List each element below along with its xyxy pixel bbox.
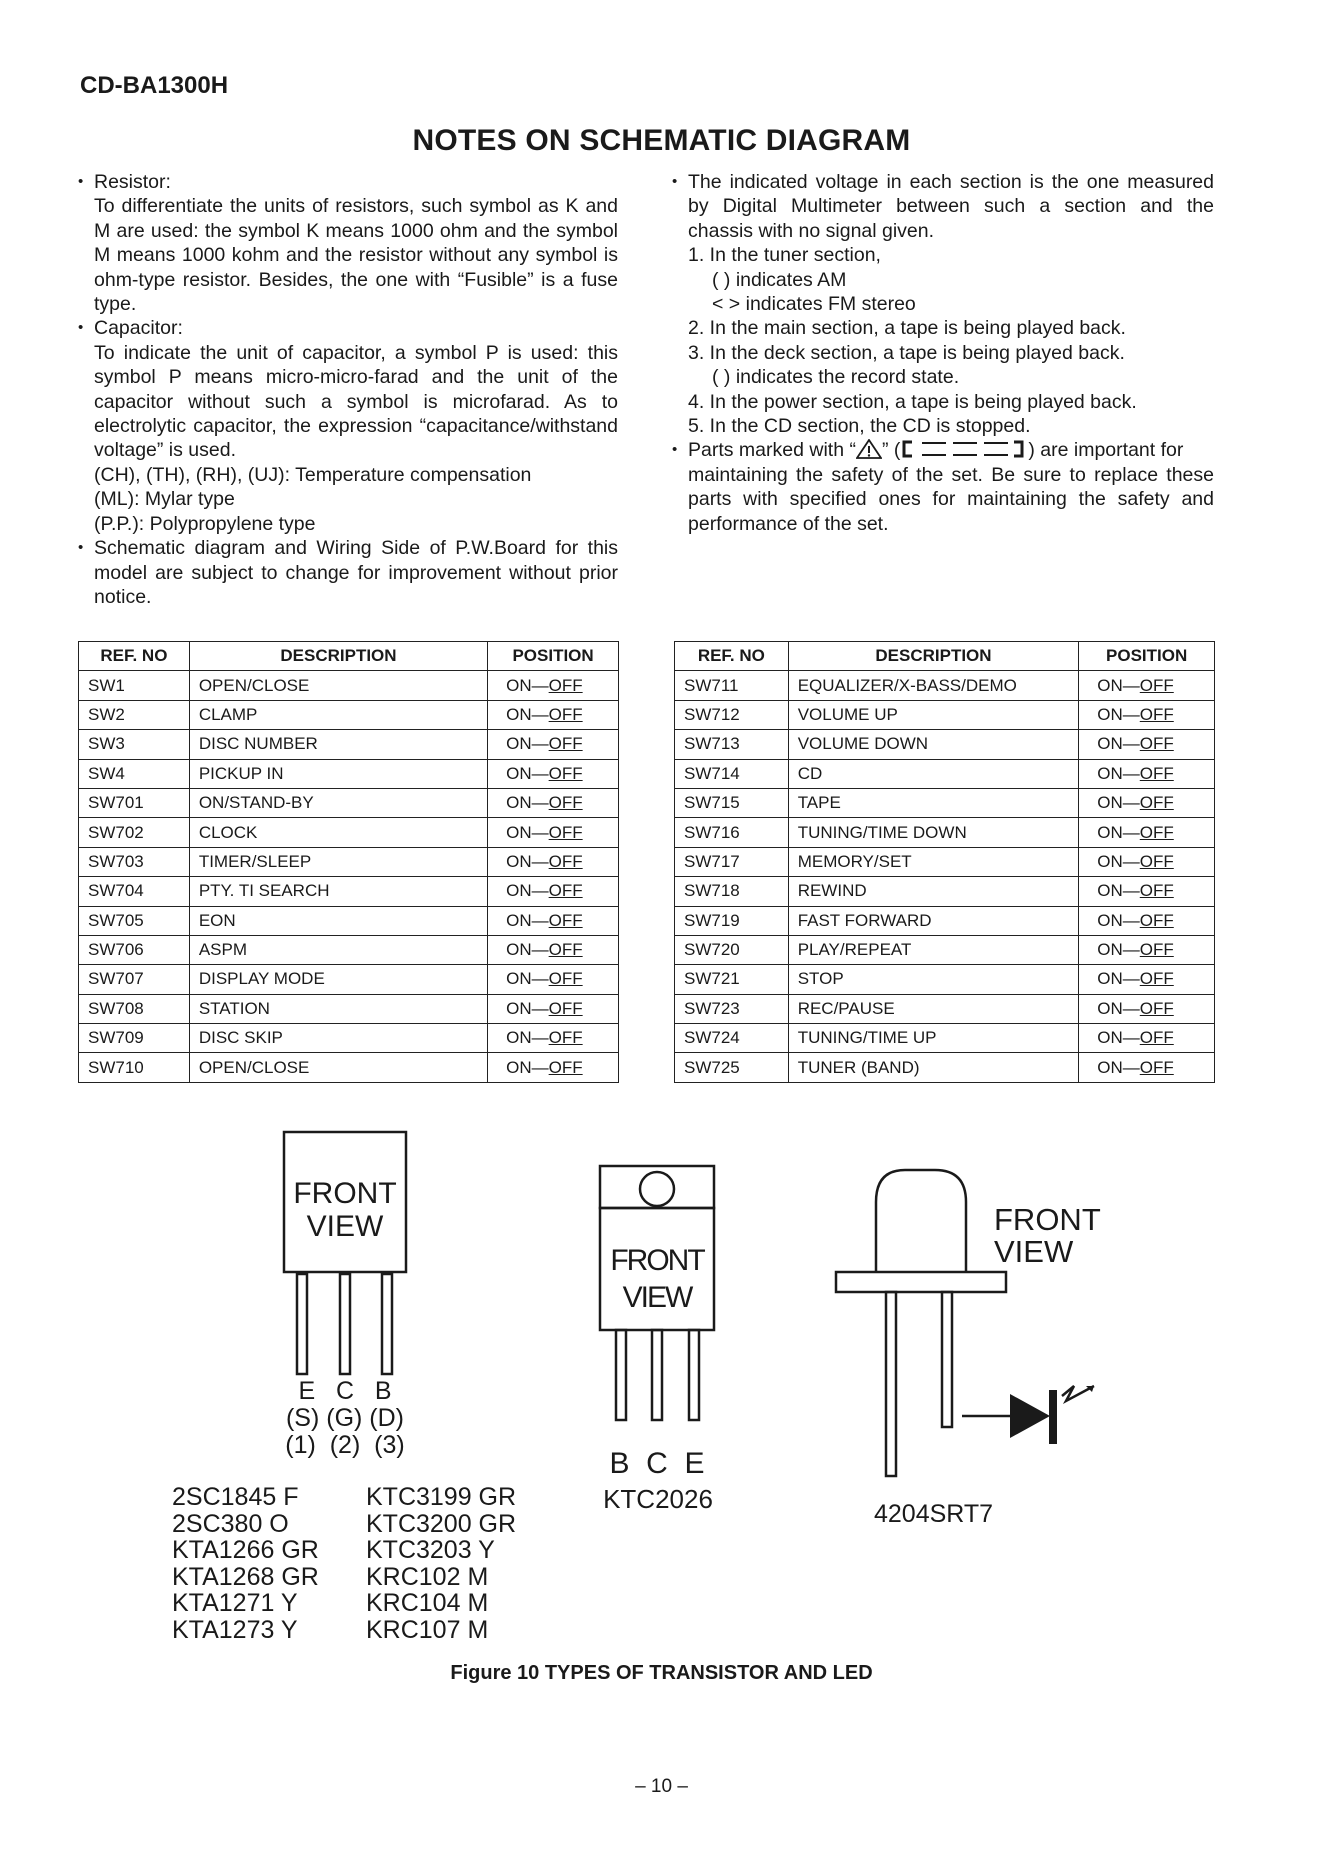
description-cell: EON (189, 906, 487, 935)
table-header-row (675, 642, 1215, 671)
table-row (79, 700, 619, 729)
position-on: ON— (1097, 704, 1140, 724)
ref-no-cell: SW703 (79, 847, 190, 876)
description-cell: PICKUP IN (189, 759, 487, 788)
position-off: OFF (1139, 704, 1174, 724)
table-row (79, 906, 619, 935)
left-notes (78, 170, 618, 609)
position-cell (488, 818, 619, 847)
position-off: OFF (1139, 734, 1174, 754)
position-off: OFF (548, 763, 583, 783)
ref-no-header: REF. NO (675, 642, 789, 671)
position-header: POSITION (488, 642, 619, 671)
position-off: OFF (548, 675, 583, 695)
t1-pin-labels-3: (1) (2) (3) (285, 1431, 405, 1459)
note-item-1b: < > indicates FM stereo (712, 293, 916, 316)
position-off: OFF (548, 881, 583, 901)
position-cell (488, 759, 619, 788)
position-off: OFF (1139, 998, 1174, 1018)
table-row (79, 965, 619, 994)
description-cell: ON/STAND-BY (189, 788, 487, 817)
table-row (675, 965, 1215, 994)
position-on: ON— (1097, 734, 1140, 754)
ref-no-cell: SW723 (675, 994, 789, 1023)
position-on: ON— (506, 1057, 549, 1077)
description-cell: STATION (189, 994, 487, 1023)
position-on: ON— (1097, 763, 1140, 783)
position-on: ON— (1097, 851, 1140, 871)
t1-pin-labels: E C B (298, 1377, 392, 1405)
resistor-heading: • Resistor: (78, 170, 618, 194)
front-view-label-1a: FRONT (293, 1177, 397, 1210)
position-off: OFF (1139, 1028, 1174, 1048)
part-number: 2SC380 O (172, 1509, 289, 1538)
position-on: ON— (1097, 940, 1140, 960)
position-cell (1079, 730, 1215, 759)
position-cell (1079, 1024, 1215, 1053)
ref-no-header: REF. NO (79, 642, 190, 671)
position-on: ON— (1097, 998, 1140, 1018)
position-off: OFF (548, 1057, 583, 1077)
position-cell (488, 1053, 619, 1082)
table-row (79, 671, 619, 700)
table-row (675, 759, 1215, 788)
position-off: OFF (1139, 1057, 1174, 1077)
position-cell (1079, 700, 1215, 729)
position-on: ON— (506, 851, 549, 871)
table-row (79, 935, 619, 964)
position-cell (1079, 759, 1215, 788)
table-row (675, 906, 1215, 935)
position-cell (1079, 965, 1215, 994)
safety-note-post: ) are important for (1028, 439, 1184, 462)
description-cell: DISPLAY MODE (189, 965, 487, 994)
position-cell (488, 965, 619, 994)
position-off: OFF (548, 1028, 583, 1048)
t1-pin-labels-2: (S) (G) (D) (285, 1404, 405, 1432)
position-on: ON— (1097, 881, 1140, 901)
capacitor-type-3: (P.P.): Polypropylene type (94, 512, 316, 535)
position-off: OFF (1139, 793, 1174, 813)
position-on: ON— (506, 822, 549, 842)
part-number: KTA1268 GR (172, 1562, 319, 1591)
position-cell (1079, 877, 1215, 906)
position-off: OFF (548, 851, 583, 871)
description-cell: ASPM (189, 935, 487, 964)
table-row (79, 730, 619, 759)
position-on: ON— (506, 793, 549, 813)
position-cell (1079, 671, 1215, 700)
description-cell: DISC NUMBER (189, 730, 487, 759)
position-on: ON— (506, 998, 549, 1018)
front-view-label-3a: FRONT (994, 1202, 1101, 1237)
t2-part-name: KTC2026 (603, 1484, 713, 1514)
position-on: ON— (506, 940, 549, 960)
schematic-note: • Schematic diagram and Wiring Side of P.W.Board for this model are subject to change for improvement without prior notice. (78, 536, 618, 609)
ref-no-cell: SW3 (79, 730, 190, 759)
description-cell: CD (788, 759, 1079, 788)
table-row (675, 730, 1215, 759)
led-drawing (836, 1170, 1010, 1476)
capacitor-type-1: (CH), (TH), (RH), (UJ): Temperature compensation (94, 463, 532, 486)
ref-no-cell: SW1 (79, 671, 190, 700)
safety-note-mid: ” ( (881, 439, 901, 462)
ref-no-cell: SW725 (675, 1053, 789, 1082)
description-cell: VOLUME DOWN (788, 730, 1079, 759)
description-cell: REWIND (788, 877, 1079, 906)
table-row (79, 1053, 619, 1082)
safety-bracket-icon (900, 439, 1028, 459)
part-number: KRC104 M (366, 1589, 489, 1617)
description-cell: CLOCK (189, 818, 487, 847)
position-off: OFF (1139, 881, 1174, 901)
position-on: ON— (1097, 1028, 1140, 1048)
table-row (79, 1024, 619, 1053)
position-cell (488, 906, 619, 935)
position-off: OFF (1139, 851, 1174, 871)
table-row (675, 700, 1215, 729)
part-number: KRC107 M (366, 1615, 489, 1644)
safety-note-rest: maintaining the safety of the set. Be sure to replace these parts with specified ones for maintaining the safety and performance of the set. (688, 463, 1214, 535)
ref-no-cell: SW714 (675, 759, 789, 788)
position-off: OFF (548, 910, 583, 930)
position-on: ON— (506, 704, 549, 724)
position-off: OFF (548, 822, 583, 842)
ref-no-cell: SW707 (79, 965, 190, 994)
ref-no-cell: SW715 (675, 788, 789, 817)
position-cell (1079, 935, 1215, 964)
capacitor-heading: • Capacitor: (78, 316, 618, 340)
capacitor-text: To indicate the unit of capacitor, a symbol P is used: this symbol P means micro-micro-farad and the unit of the capacitor without such a symbol is microfarad. As to electrolytic capacitor, the expression “capacitance/withstand voltage” is used. (94, 341, 618, 462)
table-row (79, 877, 619, 906)
position-cell (488, 994, 619, 1023)
note-item-4: 4. In the power section, a tape is being played back. (688, 390, 1137, 413)
ref-no-cell: SW709 (79, 1024, 190, 1053)
transistor-parts-list-1 (172, 1484, 319, 1643)
position-off: OFF (1139, 910, 1174, 930)
transistor-led-figure (0, 1100, 1323, 1540)
capacitor-type-2: (ML): Mylar type (94, 488, 235, 511)
note-item-1a: ( ) indicates AM (712, 268, 847, 291)
description-cell: TUNING/TIME DOWN (788, 818, 1079, 847)
description-cell: TUNER (BAND) (788, 1053, 1079, 1082)
position-cell (488, 847, 619, 876)
position-cell (1079, 847, 1215, 876)
position-cell (488, 788, 619, 817)
ref-no-cell: SW701 (79, 788, 190, 817)
description-cell: PTY. TI SEARCH (189, 877, 487, 906)
led-symbol-icon (1010, 1386, 1094, 1444)
part-number: KTA1273 Y (172, 1615, 298, 1644)
position-cell (488, 671, 619, 700)
position-cell (1079, 818, 1215, 847)
ref-no-cell: SW711 (675, 671, 789, 700)
position-header: POSITION (1079, 642, 1215, 671)
ref-no-cell: SW710 (79, 1053, 190, 1082)
table-row (79, 847, 619, 876)
description-cell: MEMORY/SET (788, 847, 1079, 876)
position-off: OFF (548, 940, 583, 960)
ref-no-cell: SW716 (675, 818, 789, 847)
ref-no-cell: SW704 (79, 877, 190, 906)
note-item-1: 1. In the tuner section, (688, 244, 881, 267)
position-on: ON— (1097, 910, 1140, 930)
table-row (675, 1024, 1215, 1053)
position-off: OFF (548, 793, 583, 813)
table-row (675, 788, 1215, 817)
part-number: KTC3199 GR (366, 1483, 517, 1511)
table-row (79, 759, 619, 788)
position-on: ON— (1097, 822, 1140, 842)
table-row (675, 994, 1215, 1023)
table-row (79, 818, 619, 847)
table-row (675, 1053, 1215, 1082)
position-cell (488, 877, 619, 906)
position-on: ON— (506, 910, 549, 930)
note-item-2: 2. In the main section, a tape is being played back. (688, 317, 1126, 340)
position-on: ON— (506, 1028, 549, 1048)
front-view-label-1b: VIEW (306, 1210, 384, 1243)
position-off: OFF (1139, 940, 1174, 960)
table-row (79, 788, 619, 817)
voltage-note: • The indicated voltage in each section is the one measured by Digital Multimeter between such a section and the chassis with no signal given. (672, 170, 1214, 243)
switch-table-right (674, 641, 1215, 1083)
ref-no-cell: SW718 (675, 877, 789, 906)
resistor-text: To differentiate the units of resistors, such symbol as K and M are used: the symbol K means 1000 ohm and the symbol M means 1000 kohm and the resistor without any symbol is ohm-type resistor. Besides, the one with “Fusible” is a fuse type. (94, 195, 618, 316)
front-view-label-3b: VIEW (994, 1234, 1074, 1269)
position-off: OFF (548, 998, 583, 1018)
ref-no-cell: SW706 (79, 935, 190, 964)
ref-no-cell: SW719 (675, 906, 789, 935)
transistor-to92l-drawing (284, 1132, 406, 1374)
description-cell: CLAMP (189, 700, 487, 729)
table-row (79, 994, 619, 1023)
t2-pin-labels: B C E (609, 1447, 705, 1480)
safety-note-pre: Parts marked with “ (688, 439, 856, 462)
ref-no-cell: SW721 (675, 965, 789, 994)
description-header: DESCRIPTION (189, 642, 487, 671)
description-cell: TAPE (788, 788, 1079, 817)
position-on: ON— (1097, 969, 1140, 989)
part-number: KRC102 M (366, 1562, 489, 1591)
description-cell: STOP (788, 965, 1079, 994)
description-cell: TIMER/SLEEP (189, 847, 487, 876)
position-off: OFF (548, 969, 583, 989)
position-off: OFF (548, 734, 583, 754)
position-off: OFF (1139, 675, 1174, 695)
ref-no-cell: SW720 (675, 935, 789, 964)
ref-no-cell: SW2 (79, 700, 190, 729)
ref-no-cell: SW4 (79, 759, 190, 788)
ref-no-cell: SW712 (675, 700, 789, 729)
ref-no-cell: SW724 (675, 1024, 789, 1053)
position-cell (488, 1024, 619, 1053)
description-cell: OPEN/CLOSE (189, 671, 487, 700)
position-on: ON— (1097, 793, 1140, 813)
part-number: KTC3203 Y (366, 1536, 495, 1564)
part-number: KTC3200 GR (366, 1509, 517, 1538)
ref-no-cell: SW713 (675, 730, 789, 759)
table-row (675, 671, 1215, 700)
transistor-parts-list-2 (366, 1484, 516, 1643)
description-header: DESCRIPTION (788, 642, 1079, 671)
position-on: ON— (1097, 675, 1140, 695)
note-item-3: 3. In the deck section, a tape is being played back. (688, 341, 1125, 364)
safety-note (672, 438, 1214, 536)
position-cell (1079, 906, 1215, 935)
position-on: ON— (1097, 1057, 1140, 1077)
table-row (675, 818, 1215, 847)
led-part-name: 4204SRT7 (874, 1500, 994, 1528)
table-row (675, 877, 1215, 906)
position-cell (1079, 994, 1215, 1023)
position-off: OFF (1139, 969, 1174, 989)
note-item-3a: ( ) indicates the record state. (712, 366, 960, 389)
position-off: OFF (1139, 763, 1174, 783)
warning-triangle-icon (856, 439, 882, 459)
position-on: ON— (506, 969, 549, 989)
page-title: NOTES ON SCHEMATIC DIAGRAM (412, 124, 911, 157)
position-cell (488, 700, 619, 729)
part-number: KTA1271 Y (172, 1589, 298, 1617)
description-cell: VOLUME UP (788, 700, 1079, 729)
ref-no-cell: SW705 (79, 906, 190, 935)
ref-no-cell: SW708 (79, 994, 190, 1023)
position-cell (1079, 1053, 1215, 1082)
page-number: – 10 – (635, 1776, 688, 1797)
table-header-row (79, 642, 619, 671)
description-cell: PLAY/REPEAT (788, 935, 1079, 964)
switch-table-left (78, 641, 619, 1083)
description-cell: REC/PAUSE (788, 994, 1079, 1023)
front-view-label-2a: FRONT (610, 1244, 704, 1277)
ref-no-cell: SW702 (79, 818, 190, 847)
figure-caption: Figure 10 TYPES OF TRANSISTOR AND LED (450, 1662, 873, 1684)
position-cell (488, 730, 619, 759)
position-on: ON— (506, 763, 549, 783)
description-cell: TUNING/TIME UP (788, 1024, 1079, 1053)
position-cell (1079, 788, 1215, 817)
description-cell: DISC SKIP (189, 1024, 487, 1053)
position-on: ON— (506, 881, 549, 901)
part-number: 2SC1845 F (172, 1483, 299, 1511)
table-row (675, 847, 1215, 876)
position-cell (488, 935, 619, 964)
part-number: KTA1266 GR (172, 1536, 319, 1564)
front-view-label-2b: VIEW (622, 1281, 692, 1314)
right-notes (672, 170, 1214, 536)
description-cell: EQUALIZER/X-BASS/DEMO (788, 671, 1079, 700)
note-item-5: 5. In the CD section, the CD is stopped. (688, 415, 1031, 438)
model-number: CD-BA1300H (80, 72, 229, 99)
ref-no-cell: SW717 (675, 847, 789, 876)
position-on: ON— (506, 675, 549, 695)
description-cell: FAST FORWARD (788, 906, 1079, 935)
description-cell: OPEN/CLOSE (189, 1053, 487, 1082)
position-off: OFF (548, 704, 583, 724)
position-on: ON— (506, 734, 549, 754)
table-row (675, 935, 1215, 964)
position-off: OFF (1139, 822, 1174, 842)
